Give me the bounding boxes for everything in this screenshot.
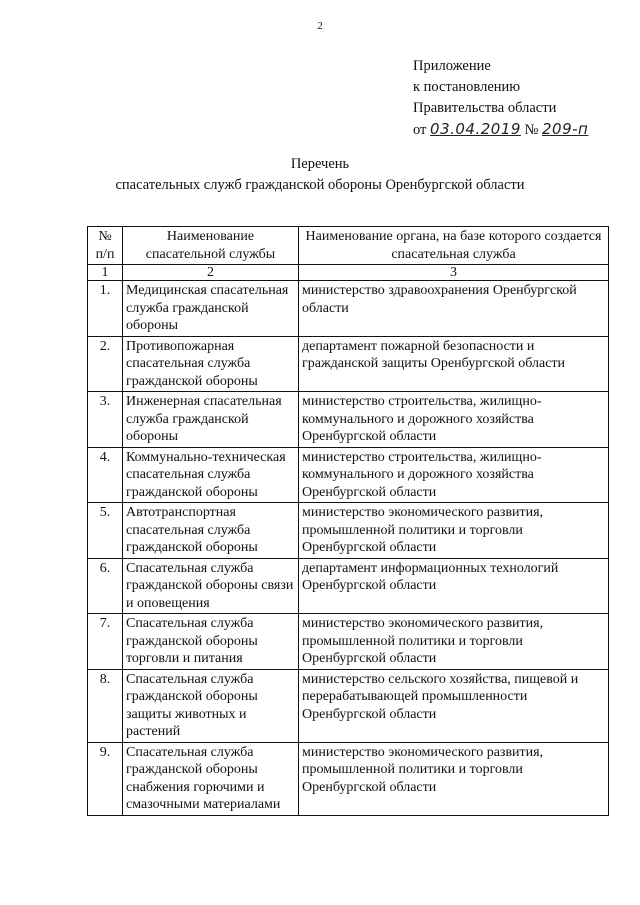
row-number: 5.: [88, 503, 123, 559]
service-name: Автотранспортная спасательная служба гражданской обороны: [123, 503, 299, 559]
row-number: 2.: [88, 336, 123, 392]
base-body: департамент информационных технологий Оренбургской области: [299, 558, 609, 614]
row-number: 9.: [88, 742, 123, 815]
table-index-row: [88, 265, 609, 281]
table-row: [88, 281, 609, 337]
services-table: [87, 226, 609, 816]
table-row: [88, 669, 609, 742]
service-name: Спасательная служба гражданской обороны торговли и питания: [123, 614, 299, 670]
table-header-row: [88, 227, 609, 265]
column-number-2: 2: [123, 265, 299, 281]
header-service: Наименование спасательной службы: [123, 227, 299, 265]
base-body: министерство строительства, жилищно-коммунального и дорожного хозяйства Оренбургской области: [299, 447, 609, 503]
appendix-block: [413, 56, 588, 141]
row-number: 1.: [88, 281, 123, 337]
base-body: министерство здравоохранения Оренбургской области: [299, 281, 609, 337]
table-row: [88, 558, 609, 614]
column-number-1: 1: [88, 265, 123, 281]
base-body: министерство экономического развития, промышленной политики и торговли Оренбургской области: [299, 503, 609, 559]
base-body: департамент пожарной безопасности и гражданской защиты Оренбургской области: [299, 336, 609, 392]
row-number: 6.: [88, 558, 123, 614]
table-row: [88, 614, 609, 670]
service-name: Спасательная служба гражданской обороны снабжения горючими и смазочными материалами: [123, 742, 299, 815]
row-number: 4.: [88, 447, 123, 503]
page-number: 2: [317, 20, 323, 32]
service-name: Спасательная служба гражданской обороны связи и оповещения: [123, 558, 299, 614]
column-number-3: 3: [299, 265, 609, 281]
number-prefix: №: [524, 122, 539, 138]
header-number: № п/п: [88, 227, 123, 265]
row-number: 8.: [88, 669, 123, 742]
title-line-1: Перечень: [290, 156, 350, 172]
appendix-date-line: [413, 119, 588, 141]
document-title: [0, 154, 640, 196]
table-row: [88, 336, 609, 392]
base-body: министерство экономического развития, промышленной политики и торговли Оренбургской области: [299, 614, 609, 670]
table-row: [88, 742, 609, 815]
row-number: 3.: [88, 392, 123, 448]
service-name: Коммунально-техническая спасательная служба гражданской обороны: [123, 447, 299, 503]
table-row: [88, 447, 609, 503]
service-name: Спасательная служба гражданской обороны защиты животных и растений: [123, 669, 299, 742]
header-body: Наименование органа, на базе которого создается спасательная служба: [299, 227, 609, 265]
appendix-line-2: к постановлению: [413, 79, 521, 95]
table-row: [88, 503, 609, 559]
handwritten-date: 03.04.2019: [430, 120, 521, 138]
date-prefix: от: [413, 122, 427, 138]
table-row: [88, 392, 609, 448]
appendix-line-1: Приложение: [413, 58, 491, 74]
service-name: Инженерная спасательная служба гражданской обороны: [123, 392, 299, 448]
service-name: Противопожарная спасательная служба гражданской обороны: [123, 336, 299, 392]
row-number: 7.: [88, 614, 123, 670]
service-name: Медицинская спасательная служба гражданской обороны: [123, 281, 299, 337]
base-body: министерство экономического развития, промышленной политики и торговли Оренбургской области: [299, 742, 609, 815]
appendix-line-3: Правительства области: [413, 100, 557, 116]
base-body: министерство строительства, жилищно-коммунального и дорожного хозяйства Оренбургской области: [299, 392, 609, 448]
handwritten-number: 209-п: [542, 120, 589, 138]
title-line-2: спасательных служб гражданской обороны Оренбургской области: [115, 177, 525, 193]
base-body: министерство сельского хозяйства, пищевой и перерабатывающей промышленности Оренбургской области: [299, 669, 609, 742]
